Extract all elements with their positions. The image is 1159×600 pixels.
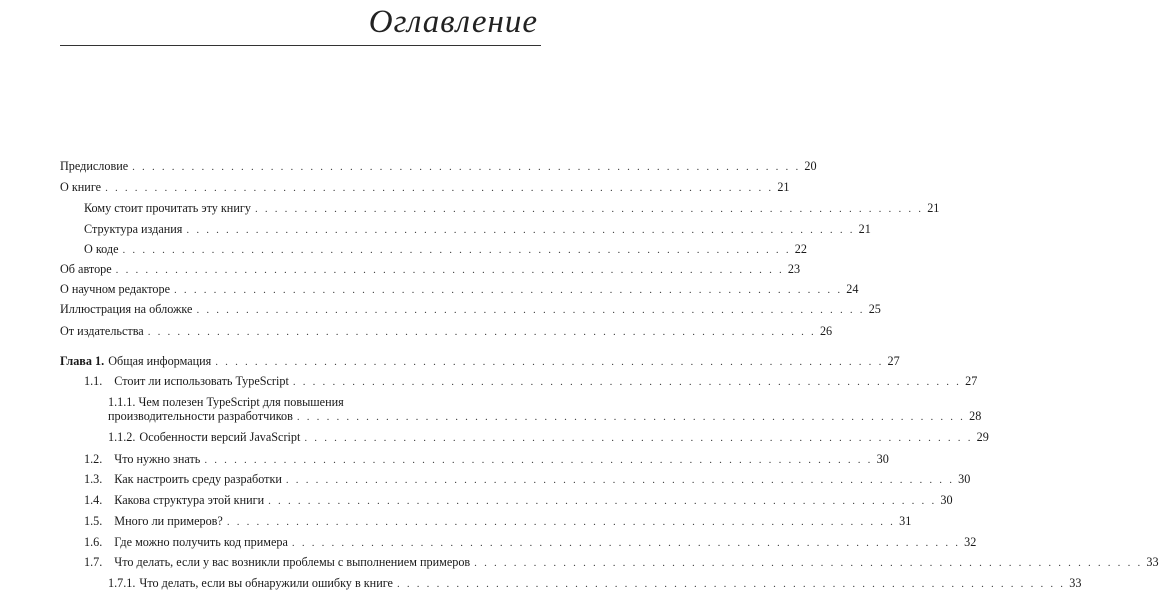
dot-leader: . . . . . . . . . . . . . . . . . . . . . . . . . . . . . . . . . . . . . . . . . . . . . . . . . . . . . . . . . . . . . . . . . . . . <box>226 516 896 528</box>
toc-entry-1-1-2[interactable] <box>108 430 989 445</box>
toc-entry-1-4[interactable] <box>84 493 953 508</box>
dot-leader: . . . . . . . . . . . . . . . . . . . . . . . . . . . . . . . . . . . . . . . . . . . . . . . . . . . . . . . . . . . . . . . . . . . . <box>122 244 791 256</box>
toc-entry-text: Стоит ли использовать TypeScript <box>114 374 289 388</box>
dot-leader: . . . . . . . . . . . . . . . . . . . . . . . . . . . . . . . . . . . . . . . . . . . . . . . . . . . . . . . . . . . . . . . . . . . . <box>215 356 884 368</box>
dot-leader: . . . . . . . . . . . . . . . . . . . . . . . . . . . . . . . . . . . . . . . . . . . . . . . . . . . . . . . . . . . . . . . . . . . . <box>174 284 843 296</box>
section-number: 1.5. <box>84 514 103 528</box>
toc-entry-text: Особенности версий JavaScript <box>139 430 301 444</box>
section-number: 1.6. <box>84 535 103 549</box>
dot-leader: . . . . . . . . . . . . . . . . . . . . . . . . . . . . . . . . . . . . . . . . . . . . . . . . . . . . . . . . . . . . . . . . . . . . <box>304 432 973 444</box>
toc-page-number: 21 <box>927 201 940 215</box>
dot-leader: . . . . . . . . . . . . . . . . . . . . . . . . . . . . . . . . . . . . . . . . . . . . . . . . . . . . . . . . . . . . . . . . . . . . <box>285 474 955 486</box>
toc-page-number: 21 <box>858 222 871 236</box>
toc-entry-preface[interactable] <box>60 159 817 174</box>
toc-entry-about-author[interactable] <box>60 262 801 277</box>
toc-entry-1-3[interactable] <box>84 472 971 487</box>
toc-entry-text: Что делать, если вы обнаружили ошибку в книге <box>139 576 393 590</box>
toc-entry-text: производительности разработчиков <box>108 409 293 423</box>
toc-entry-line <box>108 409 982 424</box>
dot-leader: . . . . . . . . . . . . . . . . . . . . . . . . . . . . . . . . . . . . . . . . . . . . . . . . . . . . . . . . . . . . . . . . . . . . <box>105 182 774 194</box>
toc-entry-text: Что делать, если у вас возникли проблемы с выполнением примеров <box>114 555 471 569</box>
toc-page-number: 26 <box>819 324 833 338</box>
toc-page-number: 27 <box>965 374 978 388</box>
dot-leader: . . . . . . . . . . . . . . . . . . . . . . . . . . . . . . . . . . . . . . . . . . . . . . . . . . . . . . . . . . . . . . . . . . . . <box>291 537 961 549</box>
toc-page-number: 25 <box>868 302 881 316</box>
toc-page-number: 20 <box>804 159 817 173</box>
toc-entry-chapter-1[interactable] <box>60 354 900 369</box>
toc-page-number: 30 <box>958 472 971 486</box>
subsection-number: 1.7.1. <box>108 576 136 590</box>
toc-page-number: 29 <box>976 430 989 444</box>
toc-page-number: 31 <box>899 514 912 528</box>
toc-entry-text: Как настроить среду разработки <box>114 472 282 486</box>
toc-entry-text: Что нужно знать <box>114 452 201 466</box>
toc-entry-text: О научном редакторе <box>60 282 171 296</box>
toc-page-number: 30 <box>876 452 889 466</box>
toc-entry-cover-illustration[interactable] <box>60 302 881 317</box>
toc-entry-text: От издательства <box>60 324 144 338</box>
dot-leader: . . . . . . . . . . . . . . . . . . . . . . . . . . . . . . . . . . . . . . . . . . . . . . . . . . . . . . . . . . . . . . . . . . . . <box>115 264 784 276</box>
dot-leader: . . . . . . . . . . . . . . . . . . . . . . . . . . . . . . . . . . . . . . . . . . . . . . . . . . . . . . . . . . . . . . . . . . . . <box>186 224 855 236</box>
page-title: Оглавление <box>368 4 538 40</box>
toc-entry-about-code[interactable] <box>84 242 807 257</box>
toc-entry-text: О коде <box>84 242 119 256</box>
toc-page-number: 28 <box>969 409 982 423</box>
toc-entry-text: Какова структура этой книги <box>114 493 265 507</box>
section-number: 1.7. <box>84 555 103 569</box>
dot-leader: . . . . . . . . . . . . . . . . . . . . . . . . . . . . . . . . . . . . . . . . . . . . . . . . . . . . . . . . . . . . . . . . . . . . <box>132 161 801 173</box>
toc-entry-1-6[interactable] <box>84 535 977 550</box>
toc-page-number: 30 <box>940 493 953 507</box>
dot-leader: . . . . . . . . . . . . . . . . . . . . . . . . . . . . . . . . . . . . . . . . . . . . . . . . . . . . . . . . . . . . . . . . . . . . <box>296 411 966 423</box>
toc-entry-1-1[interactable] <box>84 374 978 389</box>
section-number: 1.1. <box>84 374 103 388</box>
chapter-number: Глава 1. <box>60 354 105 368</box>
toc-page-number: 21 <box>777 180 790 194</box>
toc-entry-about-editor[interactable] <box>60 282 859 297</box>
dot-leader: . . . . . . . . . . . . . . . . . . . . . . . . . . . . . . . . . . . . . . . . . . . . . . . . . . . . . . . . . . . . . . . . . . . . <box>196 304 865 316</box>
toc-entry-1-5[interactable] <box>84 514 912 529</box>
dot-leader: . . . . . . . . . . . . . . . . . . . . . . . . . . . . . . . . . . . . . . . . . . . . . . . . . . . . . . . . . . . . . . . . . . . . <box>204 454 873 466</box>
section-number: 1.2. <box>84 452 103 466</box>
toc-entry-1-1-1[interactable] <box>108 395 982 425</box>
dot-leader: . . . . . . . . . . . . . . . . . . . . . . . . . . . . . . . . . . . . . . . . . . . . . . . . . . . . . . . . . . . . . . . . . . . . <box>292 376 962 388</box>
toc-entry-text: Где можно получить код примера <box>114 535 288 549</box>
toc-page-number: 22 <box>794 242 807 256</box>
toc-page-number: 33 <box>1069 576 1082 590</box>
dot-leader: . . . . . . . . . . . . . . . . . . . . . . . . . . . . . . . . . . . . . . . . . . . . . . . . . . . . . . . . . . . . . . . . . . . . <box>474 557 1143 569</box>
toc-entry-about-book[interactable] <box>60 180 790 195</box>
toc-entry-text: Общая информация <box>108 354 212 368</box>
toc-entry-text: Кому стоит прочитать эту книгу <box>84 201 251 215</box>
toc-page-number: 27 <box>887 354 900 368</box>
toc-entry-text: Об авторе <box>60 262 112 276</box>
toc-page-number: 23 <box>787 262 801 276</box>
toc-entry-1-7-1[interactable] <box>108 576 1082 591</box>
toc-entry-1-7[interactable] <box>84 555 1159 570</box>
toc-page-number: 32 <box>964 535 977 549</box>
toc-entry-text: О книге <box>60 180 102 194</box>
section-number: 1.3. <box>84 472 103 486</box>
section-number: 1.4. <box>84 493 103 507</box>
toc-entry-text: Структура издания <box>84 222 183 236</box>
toc-entry-from-publisher[interactable] <box>60 324 833 339</box>
toc-entry-text: Много ли примеров? <box>114 514 223 528</box>
toc-entry-text: Предисловие <box>60 159 129 173</box>
subsection-number: 1.1.2. <box>108 430 136 444</box>
toc-entry-structure[interactable] <box>84 222 871 237</box>
subsection-number: 1.1.1. <box>108 395 136 409</box>
toc-entry-1-2[interactable] <box>84 452 889 467</box>
dot-leader: . . . . . . . . . . . . . . . . . . . . . . . . . . . . . . . . . . . . . . . . . . . . . . . . . . . . . . . . . . . . . . . . . . . . <box>268 495 937 507</box>
toc-entry-who-should-read[interactable] <box>84 201 940 216</box>
toc-page-number: 24 <box>846 282 859 296</box>
dot-leader: . . . . . . . . . . . . . . . . . . . . . . . . . . . . . . . . . . . . . . . . . . . . . . . . . . . . . . . . . . . . . . . . . . . . <box>396 578 1066 590</box>
toc-page-number: 33 <box>1146 555 1159 569</box>
dot-leader: . . . . . . . . . . . . . . . . . . . . . . . . . . . . . . . . . . . . . . . . . . . . . . . . . . . . . . . . . . . . . . . . . . . . <box>254 203 924 215</box>
toc-entry-text: Иллюстрация на обложке <box>60 302 193 316</box>
toc-entry-text: Чем полезен TypeScript для повышения <box>138 395 344 409</box>
toc-entry-line <box>108 395 344 409</box>
dot-leader: . . . . . . . . . . . . . . . . . . . . . . . . . . . . . . . . . . . . . . . . . . . . . . . . . . . . . . . . . . . . . . . . . . . . <box>147 326 816 338</box>
